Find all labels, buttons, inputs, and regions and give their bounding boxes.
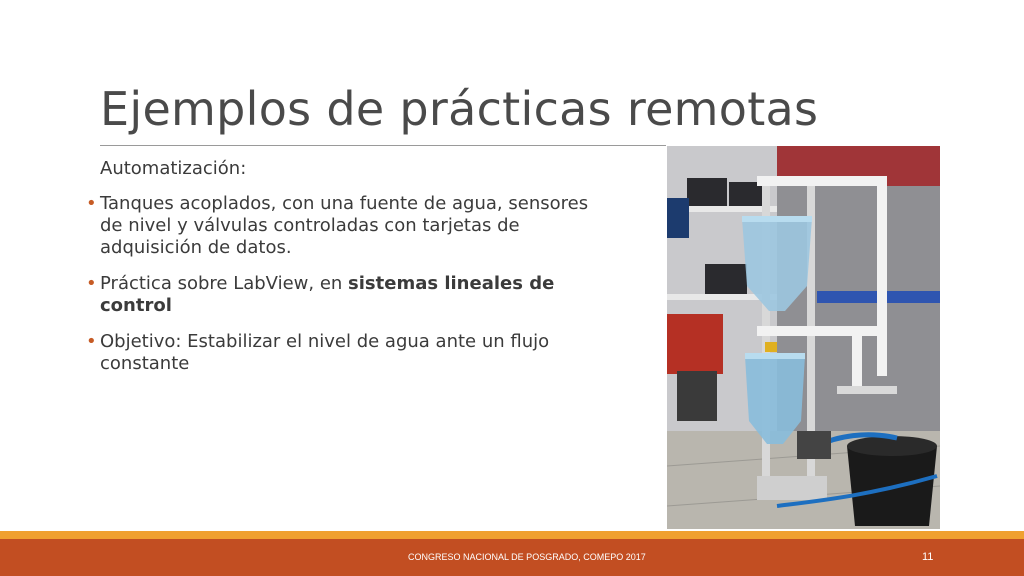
slide-title: Ejemplos de prácticas remotas [100, 82, 819, 136]
bullet-item [86, 273, 606, 317]
bullet-item [86, 193, 606, 259]
intro-text: Automatización: [100, 158, 247, 179]
footer-stripe [0, 531, 1024, 539]
slide-body [86, 158, 606, 389]
bullet-text: Tanques acoplados, con una fuente de agua, sensores de nivel y válvulas controladas con tarjetas de adquisición de datos. [100, 193, 589, 258]
title-divider [100, 145, 666, 146]
bullet-text: Objetivo: Estabilizar el nivel de agua ante un flujo constante [100, 331, 550, 374]
bullet-bold-text: sistemas lineales de control [100, 273, 555, 316]
bullet-text: Práctica sobre LabView, en [100, 273, 349, 294]
bullet-marker: • [86, 331, 97, 352]
bullet-marker: • [86, 273, 97, 294]
page-number: 11 [922, 551, 934, 563]
bullet-marker: • [86, 193, 97, 214]
bullet-item [86, 331, 606, 375]
coupled-tanks-photo [667, 146, 940, 529]
footer-text: CONGRESO NACIONAL DE POSGRADO, COMEPO 2017 [408, 552, 646, 562]
